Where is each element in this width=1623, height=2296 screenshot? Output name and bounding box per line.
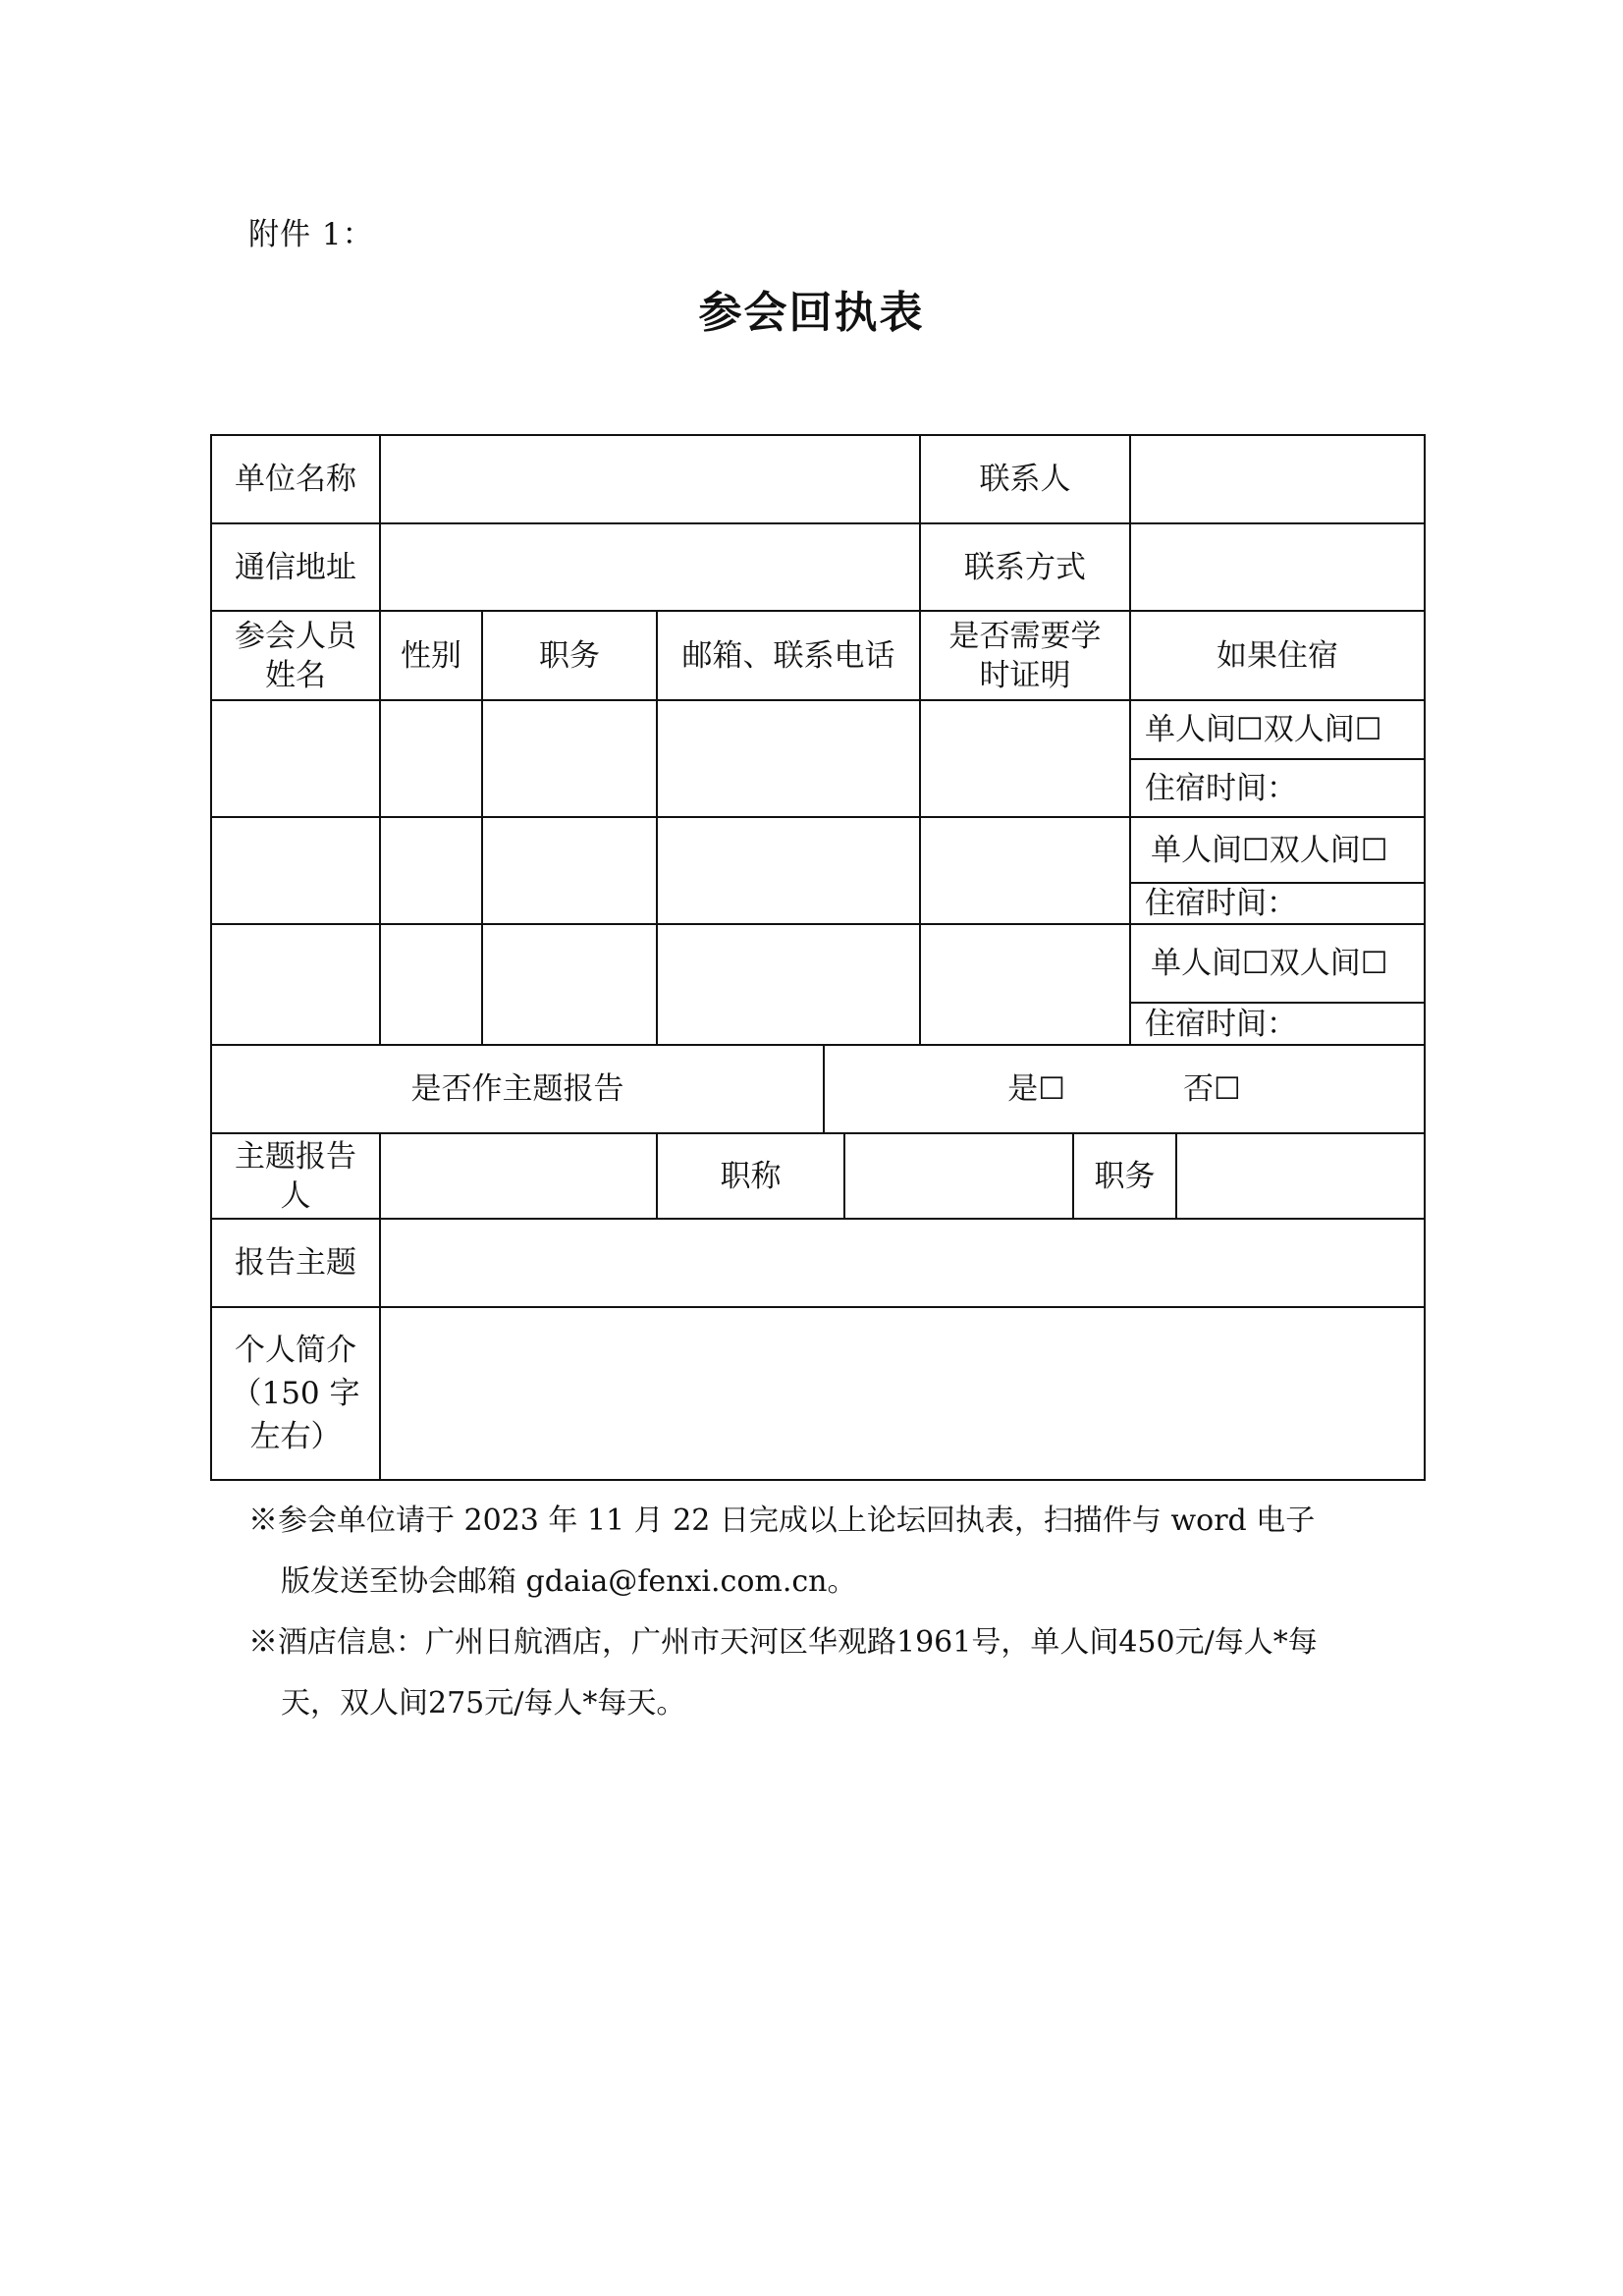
attendee-position-field[interactable] <box>483 701 656 816</box>
report-topic-field[interactable] <box>381 1220 1424 1306</box>
stay-time[interactable]: 住宿时间： <box>1145 770 1297 806</box>
contact-method-label: 联系方式 <box>964 549 1086 585</box>
attendee-email-phone-field[interactable] <box>658 818 919 923</box>
attendee-name-field[interactable] <box>212 925 379 1044</box>
address-field[interactable] <box>381 524 919 610</box>
report-topic-label: 报告主题 <box>235 1245 356 1281</box>
keynote-speaker-field[interactable] <box>381 1134 656 1218</box>
bio-field[interactable] <box>381 1308 1424 1479</box>
room-choice[interactable]: 单人间☐双人间☐ <box>1151 832 1388 868</box>
room-choice[interactable]: 单人间☐双人间☐ <box>1151 946 1388 981</box>
speaker-position-label: 职务 <box>1094 1158 1156 1194</box>
notes <box>248 1491 1427 1734</box>
note-deadline-line1: ※参会单位请于 2023 年 11 月 22 日完成以上论坛回执表，扫描件与 word 电子 <box>248 1503 1316 1538</box>
stay-time[interactable]: 住宿时间： <box>1145 1006 1297 1042</box>
attendee-certificate-field[interactable] <box>921 701 1129 816</box>
keynote-speaker-label: 主题报告人 <box>235 1138 356 1214</box>
unit-name-field[interactable] <box>381 436 919 522</box>
contact-person-label: 联系人 <box>979 462 1071 497</box>
page-title: 参会回执表 <box>698 288 925 338</box>
attachment-label: 附件 1： <box>248 217 374 252</box>
attendee-name-field[interactable] <box>212 701 379 816</box>
note-hotel-line1: ※酒店信息：广州日航酒店，广州市天河区华观路1961号，单人间450元/每人*每 <box>248 1625 1318 1660</box>
registration-form-table <box>210 434 1426 1481</box>
header-attendee-name: 参会人员姓名 <box>235 618 356 693</box>
keynote-yes-checkbox[interactable]: 是☐ <box>1007 1071 1065 1107</box>
contact-person-field[interactable] <box>1131 436 1424 522</box>
keynote-no-checkbox[interactable]: 否☐ <box>1183 1071 1241 1107</box>
room-choice[interactable]: 单人间☐双人间☐ <box>1145 712 1382 747</box>
attendee-certificate-field[interactable] <box>921 818 1129 923</box>
title-label: 职称 <box>720 1158 782 1194</box>
speaker-position-field[interactable] <box>1177 1134 1424 1218</box>
attendee-position-field[interactable] <box>483 818 656 923</box>
attendee-gender-field[interactable] <box>381 701 481 816</box>
attendee-gender-field[interactable] <box>381 818 481 923</box>
note-hotel-line2: 天，双人间275元/每人*每天。 <box>281 1686 686 1721</box>
unit-name-label: 单位名称 <box>235 462 356 497</box>
header-gender: 性别 <box>401 637 461 674</box>
address-label: 通信地址 <box>235 549 356 585</box>
note-deadline-line2: 版发送至协会邮箱 gdaia@fenxi.com.cn。 <box>281 1564 857 1599</box>
attendee-email-phone-field[interactable] <box>658 701 919 816</box>
header-email-phone: 邮箱、联系电话 <box>681 637 895 674</box>
attendee-name-field[interactable] <box>212 818 379 923</box>
header-accommodation: 如果住宿 <box>1217 637 1338 674</box>
stay-time[interactable]: 住宿时间： <box>1145 886 1297 921</box>
attendee-email-phone-field[interactable] <box>658 925 919 1044</box>
contact-method-field[interactable] <box>1131 524 1424 610</box>
attendee-gender-field[interactable] <box>381 925 481 1044</box>
attendee-certificate-field[interactable] <box>921 925 1129 1044</box>
header-position: 职务 <box>539 637 600 674</box>
attendee-position-field[interactable] <box>483 925 656 1044</box>
title-field[interactable] <box>845 1134 1072 1218</box>
header-need-certificate: 是否需要学时证明 <box>948 618 1102 693</box>
keynote-question-label: 是否作主题报告 <box>410 1071 624 1107</box>
bio-label: 个人简介（150 字左右） <box>231 1333 360 1454</box>
keynote-options <box>825 1046 1424 1132</box>
